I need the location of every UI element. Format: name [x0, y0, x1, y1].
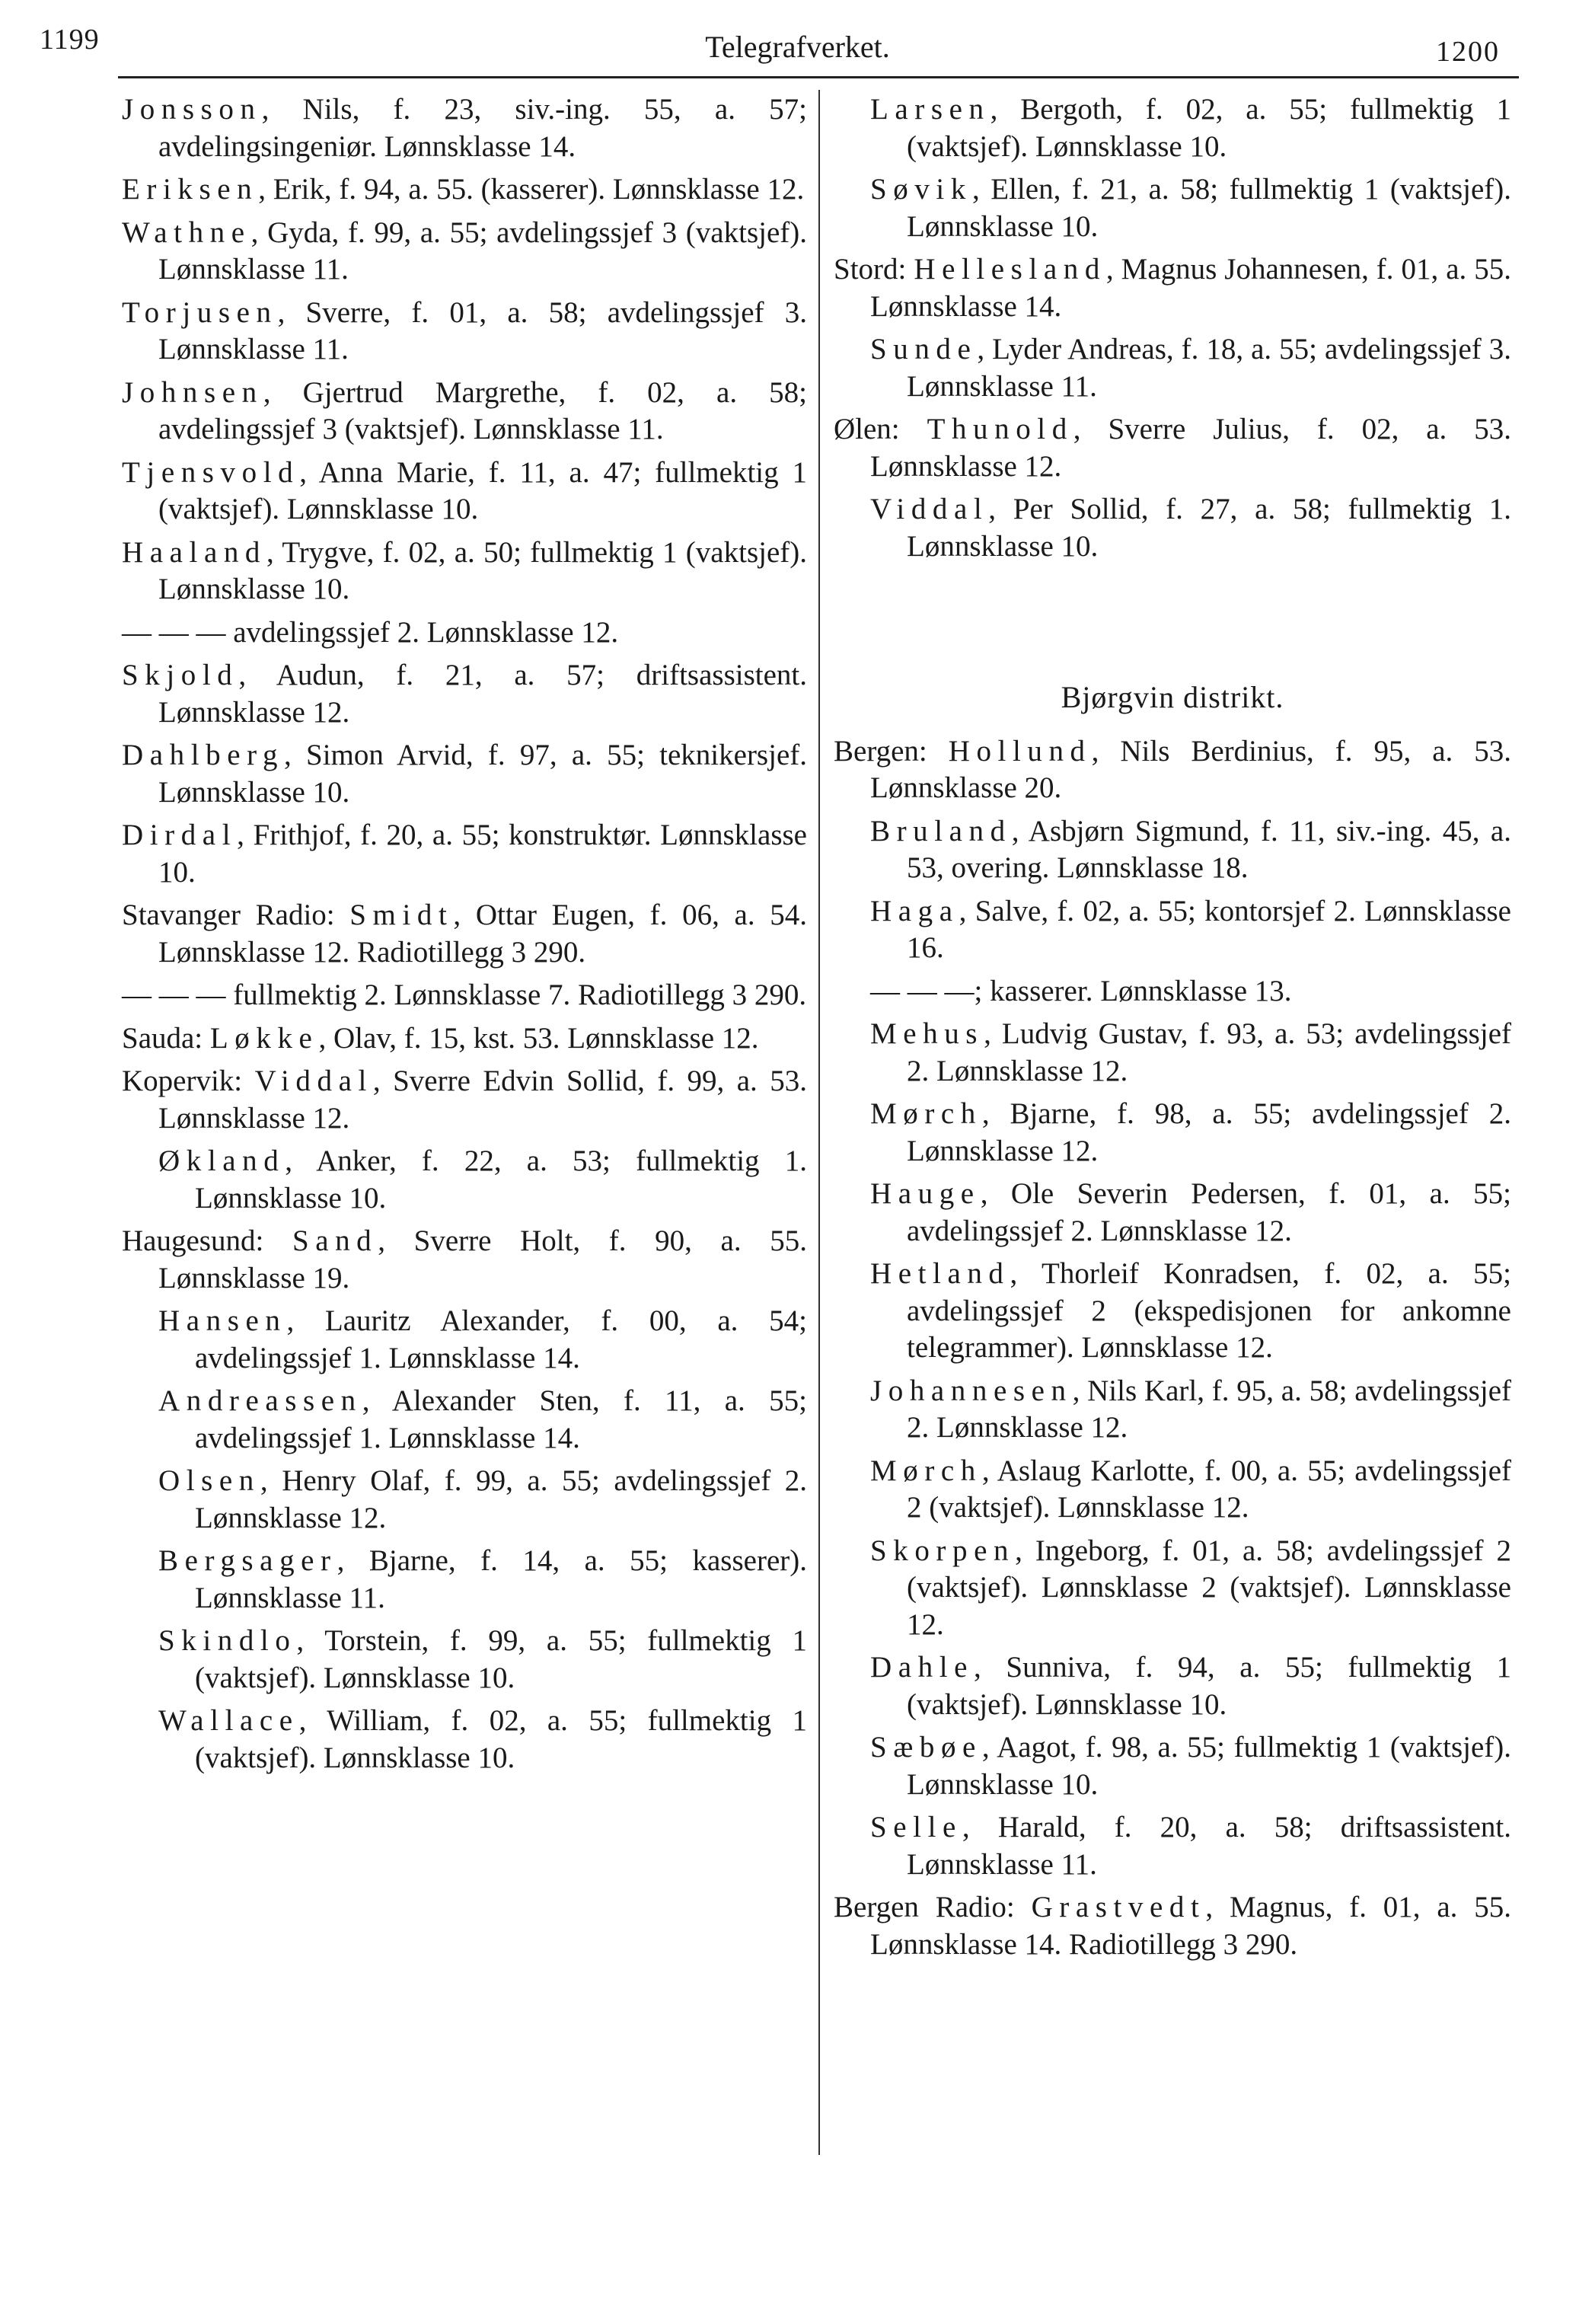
entry-name: Mørch: [870, 1097, 982, 1130]
directory-entry: [122, 171, 807, 209]
entry-text: , Simon Arvid, f. 97, a. 55; teknikersjef. Lønnsklasse 10.: [158, 739, 807, 809]
entry-text: , Bergoth, f. 02, a. 55; fullmektig 1 (vaktsjef). Lønnsklasse 10.: [907, 93, 1511, 163]
left-column: [122, 91, 807, 1783]
directory-entry: [834, 1016, 1511, 1090]
directory-entry: [122, 1703, 807, 1777]
right-column: [834, 91, 1511, 1969]
entry-name: Hetland: [870, 1257, 1010, 1290]
entry-text: , Nils Karl, f. 95, a. 58; avdelingssjef 2. Lønnsklasse 12.: [907, 1374, 1511, 1444]
entry-text: , Anna Marie, f. 11, a. 47; fullmektig 1 (vaktsjef). Lønnsklasse 10.: [158, 455, 807, 525]
entry-name: Bergsager: [158, 1544, 337, 1577]
entry-text: , Ellen, f. 21, a. 58; fullmektig 1 (vaktsjef). Lønnsklasse 10.: [907, 173, 1511, 243]
directory-entry: [122, 1020, 807, 1058]
entry-text: , Aagot, f. 98, a. 55; fullmektig 1 (vaktsjef). Lønnsklasse 10.: [907, 1731, 1511, 1801]
directory-entry: [122, 1543, 807, 1617]
right-column-bottom: [834, 733, 1511, 1964]
directory-entry: [834, 251, 1511, 325]
entry-name: Skorpen: [870, 1534, 1016, 1567]
entry-text: , Henry Olaf, f. 99, a. 55; avdelingssjef 2. Lønnsklasse 12.: [195, 1464, 807, 1534]
directory-entry: [834, 1453, 1511, 1527]
entry-text: , Magnus Johannesen, f. 01, a. 55. Lønnsklasse 14.: [870, 253, 1511, 323]
entry-name: Økland: [158, 1144, 286, 1177]
entry-text: , Per Sollid, f. 27, a. 58; fullmektig 1. Lønnsklasse 10.: [907, 493, 1511, 563]
entry-name: Wathne: [122, 215, 251, 249]
section-heading: Bjørgvin distrikt.: [1061, 680, 1284, 714]
entry-text: , Sunniva, f. 94, a. 55; fullmektig 1 (vaktsjef). Lønnsklasse 10.: [907, 1651, 1511, 1721]
entry-text: , Erik, f. 94, a. 55. (kasserer). Lønnsklasse 12.: [258, 173, 805, 206]
directory-entry: [834, 973, 1511, 1010]
entry-text: , Anker, f. 22, a. 53; fullmektig 1. Lønnsklasse 10.: [195, 1144, 807, 1215]
entry-text: — — — fullmektig 2. Lønnsklasse 7. Radiotillegg 3 290.: [122, 978, 807, 1011]
entry-name: Viddal: [870, 493, 989, 525]
directory-entry: [834, 1096, 1511, 1170]
directory-entry: [834, 1256, 1511, 1367]
entry-name: Selle: [870, 1811, 962, 1844]
entry-text: , Ingeborg, f. 01, a. 58; avdelingssjef 2 (vaktsjef). Lønnsklasse 2 (vaktsjef). Lønnsklasse 12.: [907, 1534, 1511, 1641]
directory-entry: [834, 1373, 1511, 1447]
entry-name: Grastvedt: [1031, 1891, 1206, 1923]
directory-entry: [834, 91, 1511, 165]
entry-text: , Alexander Sten, f. 11, a. 55; avdelingssjef 1. Lønnsklasse 14.: [195, 1384, 807, 1454]
entry-name: Skindlo: [158, 1624, 297, 1657]
entry-text: , Sverre Edvin Sollid, f. 99, a. 53. Lønnsklasse 12.: [158, 1065, 807, 1135]
directory-entry: [834, 1176, 1511, 1250]
entry-text: , Nils, f. 23, siv.-ing. 55, a. 57; avdelingsingeniør. Lønnsklasse 14.: [158, 93, 807, 163]
entry-name: Hansen: [158, 1304, 287, 1337]
column-divider: [818, 90, 820, 2155]
directory-entry: [122, 817, 807, 891]
entry-text: , Lauritz Alexander, f. 00, a. 54; avdelingssjef 1. Lønnsklasse 14.: [195, 1304, 807, 1374]
entry-name: Mehus: [870, 1017, 984, 1050]
page-number-right: 1200: [1436, 36, 1500, 68]
entry-text: , Bjarne, f. 98, a. 55; avdelingssjef 2. Lønnsklasse 12.: [907, 1097, 1511, 1167]
directory-entry: [834, 813, 1511, 887]
entry-name: Smidt: [349, 899, 454, 931]
directory-entry: [122, 1143, 807, 1217]
directory-entry: [834, 733, 1511, 807]
directory-entry: [834, 1533, 1511, 1644]
directory-entry: [122, 1063, 807, 1137]
page-number-left: 1199: [40, 24, 100, 56]
directory-entry: [834, 1729, 1511, 1803]
entry-text: , Salve, f. 02, a. 55; kontorsjef 2. Lønnsklasse 16.: [907, 894, 1511, 964]
directory-entry: [834, 331, 1511, 405]
entry-name: Sand: [292, 1224, 378, 1257]
entry-place: Kopervik:: [122, 1065, 255, 1097]
directory-entry: [122, 375, 807, 449]
directory-entry: [122, 91, 807, 165]
directory-entry: [834, 1649, 1511, 1723]
directory-entry: [122, 1623, 807, 1697]
directory-entry: [122, 295, 807, 369]
entry-name: Dahlberg: [122, 739, 285, 771]
directory-entry: [122, 455, 807, 528]
entry-text: — — —; kasserer. Lønnsklasse 13.: [870, 974, 1292, 1007]
entry-name: Skjold: [122, 659, 239, 691]
entry-text: , Aslaug Karlotte, f. 00, a. 55; avdelingssjef 2 (vaktsjef). Lønnsklasse 12.: [907, 1454, 1511, 1524]
right-column-top: [834, 91, 1511, 565]
page-header: [0, 0, 1595, 84]
entry-name: Eriksen: [122, 173, 259, 206]
entry-text: , Sverre Holt, f. 90, a. 55. Lønnsklasse 19.: [158, 1224, 807, 1294]
entry-name: Sæbøe: [870, 1731, 982, 1764]
directory-entry: [122, 615, 807, 652]
entry-name: Viddal: [254, 1065, 373, 1097]
entry-place: Haugesund:: [122, 1224, 292, 1257]
entry-name: Wallace: [158, 1704, 299, 1737]
directory-entry: [122, 1303, 807, 1377]
directory-entry: [834, 1889, 1511, 1963]
entry-name: Sunde: [870, 333, 978, 366]
entry-text: , Olav, f. 15, kst. 53. Lønnsklasse 12.: [318, 1021, 759, 1055]
entry-place: Sauda:: [122, 1021, 210, 1055]
entry-text: , Ludvig Gustav, f. 93, a. 53; avdelingssjef 2. Lønnsklasse 12.: [907, 1017, 1511, 1087]
entry-place: Bergen Radio:: [834, 1891, 1032, 1923]
entry-name: Hauge: [870, 1177, 981, 1210]
entry-text: , Bjarne, f. 14, a. 55; kasserer). Lønnsklasse 11.: [195, 1544, 807, 1614]
directory-entry: [834, 411, 1511, 485]
entry-text: , William, f. 02, a. 55; fullmektig 1 (vaktsjef). Lønnsklasse 10.: [195, 1704, 807, 1774]
directory-entry: [122, 657, 807, 731]
directory-entry: [834, 1809, 1511, 1883]
entry-name: Søvik: [870, 173, 972, 206]
entry-place: Bergen:: [834, 734, 949, 768]
directory-entry: [834, 893, 1511, 967]
directory-entry: [122, 1223, 807, 1297]
entry-text: , Audun, f. 21, a. 57; driftsassistent. Lønnsklasse 12.: [158, 659, 807, 729]
directory-entry: [122, 977, 807, 1014]
entry-text: , Ottar Eugen, f. 06, a. 54. Lønnsklasse 12. Radiotillegg 3 290.: [158, 899, 807, 969]
entry-name: Hellesland: [914, 253, 1106, 286]
entry-text: , Lyder Andreas, f. 18, a. 55; avdelingssjef 3. Lønnsklasse 11.: [907, 333, 1511, 403]
entry-name: Dirdal: [122, 819, 238, 851]
entry-name: Løkke: [209, 1021, 319, 1055]
entry-text: , Ole Severin Pedersen, f. 01, a. 55; avdelingssjef 2. Lønnsklasse 12.: [907, 1177, 1511, 1247]
directory-entry: [122, 1463, 807, 1537]
directory-entry: [834, 491, 1511, 565]
entry-name: Mørch: [870, 1454, 982, 1487]
entry-text: , Thorleif Konradsen, f. 02, a. 55; avdelingssjef 2 (ekspedisjonen for ankomne telegrammer). Lønnsklasse 12.: [907, 1257, 1511, 1364]
page-title: Telegrafverket.: [705, 30, 890, 64]
header-rule: [118, 76, 1519, 78]
entry-name: Olsen: [158, 1464, 260, 1497]
directory-entry: [122, 897, 807, 971]
entry-name: Thunold: [927, 413, 1073, 445]
entry-place: Stord:: [834, 253, 914, 286]
directory-entry: [122, 535, 807, 608]
directory-entry: [122, 1383, 807, 1457]
entry-text: , Torstein, f. 99, a. 55; fullmektig 1 (vaktsjef). Lønnsklasse 10.: [195, 1624, 807, 1694]
entry-text: — — — avdelingssjef 2. Lønnsklasse 12.: [122, 615, 619, 649]
entry-name: Hollund: [948, 734, 1092, 768]
entry-place: Stavanger Radio:: [122, 899, 350, 931]
entry-text: , Harald, f. 20, a. 58; driftsassistent. Lønnsklasse 11.: [907, 1811, 1511, 1881]
entry-text: , Sverre, f. 01, a. 58; avdelingssjef 3. Lønnsklasse 11.: [158, 295, 807, 366]
directory-entry: [122, 737, 807, 811]
directory-entry: [834, 171, 1511, 245]
entry-place: Ølen:: [834, 413, 927, 445]
entry-name: Haaland: [122, 535, 266, 569]
directory-entry: [122, 215, 807, 289]
entry-text: , Magnus, f. 01, a. 55. Lønnsklasse 14. Radiotillegg 3 290.: [870, 1891, 1511, 1961]
entry-text: , Gyda, f. 99, a. 55; avdelingssjef 3 (vaktsjef). Lønnsklasse 11.: [158, 215, 807, 286]
entry-name: Jonsson: [122, 93, 262, 126]
entry-name: Torjusen: [122, 295, 278, 329]
entry-name: Bruland: [870, 814, 1012, 848]
entry-name: Tjensvold: [122, 455, 300, 489]
entry-text: , Sverre Julius, f. 02, a. 53. Lønnsklasse 12.: [870, 413, 1511, 483]
entry-name: Larsen: [870, 93, 990, 126]
entry-name: Dahle: [870, 1651, 975, 1684]
entry-text: , Trygve, f. 02, a. 50; fullmektig 1 (vaktsjef). Lønnsklasse 10.: [158, 535, 807, 605]
entry-name: Johnsen: [122, 375, 263, 409]
entry-name: Haga: [870, 894, 959, 927]
entry-text: , Nils Berdinius, f. 95, a. 53. Lønnsklasse 20.: [870, 734, 1511, 804]
entry-name: Andreassen: [158, 1384, 362, 1417]
entry-text: , Gjertrud Margrethe, f. 02, a. 58; avdelingssjef 3 (vaktsjef). Lønnsklasse 11.: [158, 375, 807, 445]
entry-text: , Asbjørn Sigmund, f. 11, siv.-ing. 45, a. 53, overing. Lønnsklasse 18.: [907, 814, 1511, 884]
entry-text: , Frithjof, f. 20, a. 55; konstruktør. Lønnsklasse 10.: [158, 819, 807, 889]
entry-name: Johannesen: [870, 1374, 1073, 1407]
